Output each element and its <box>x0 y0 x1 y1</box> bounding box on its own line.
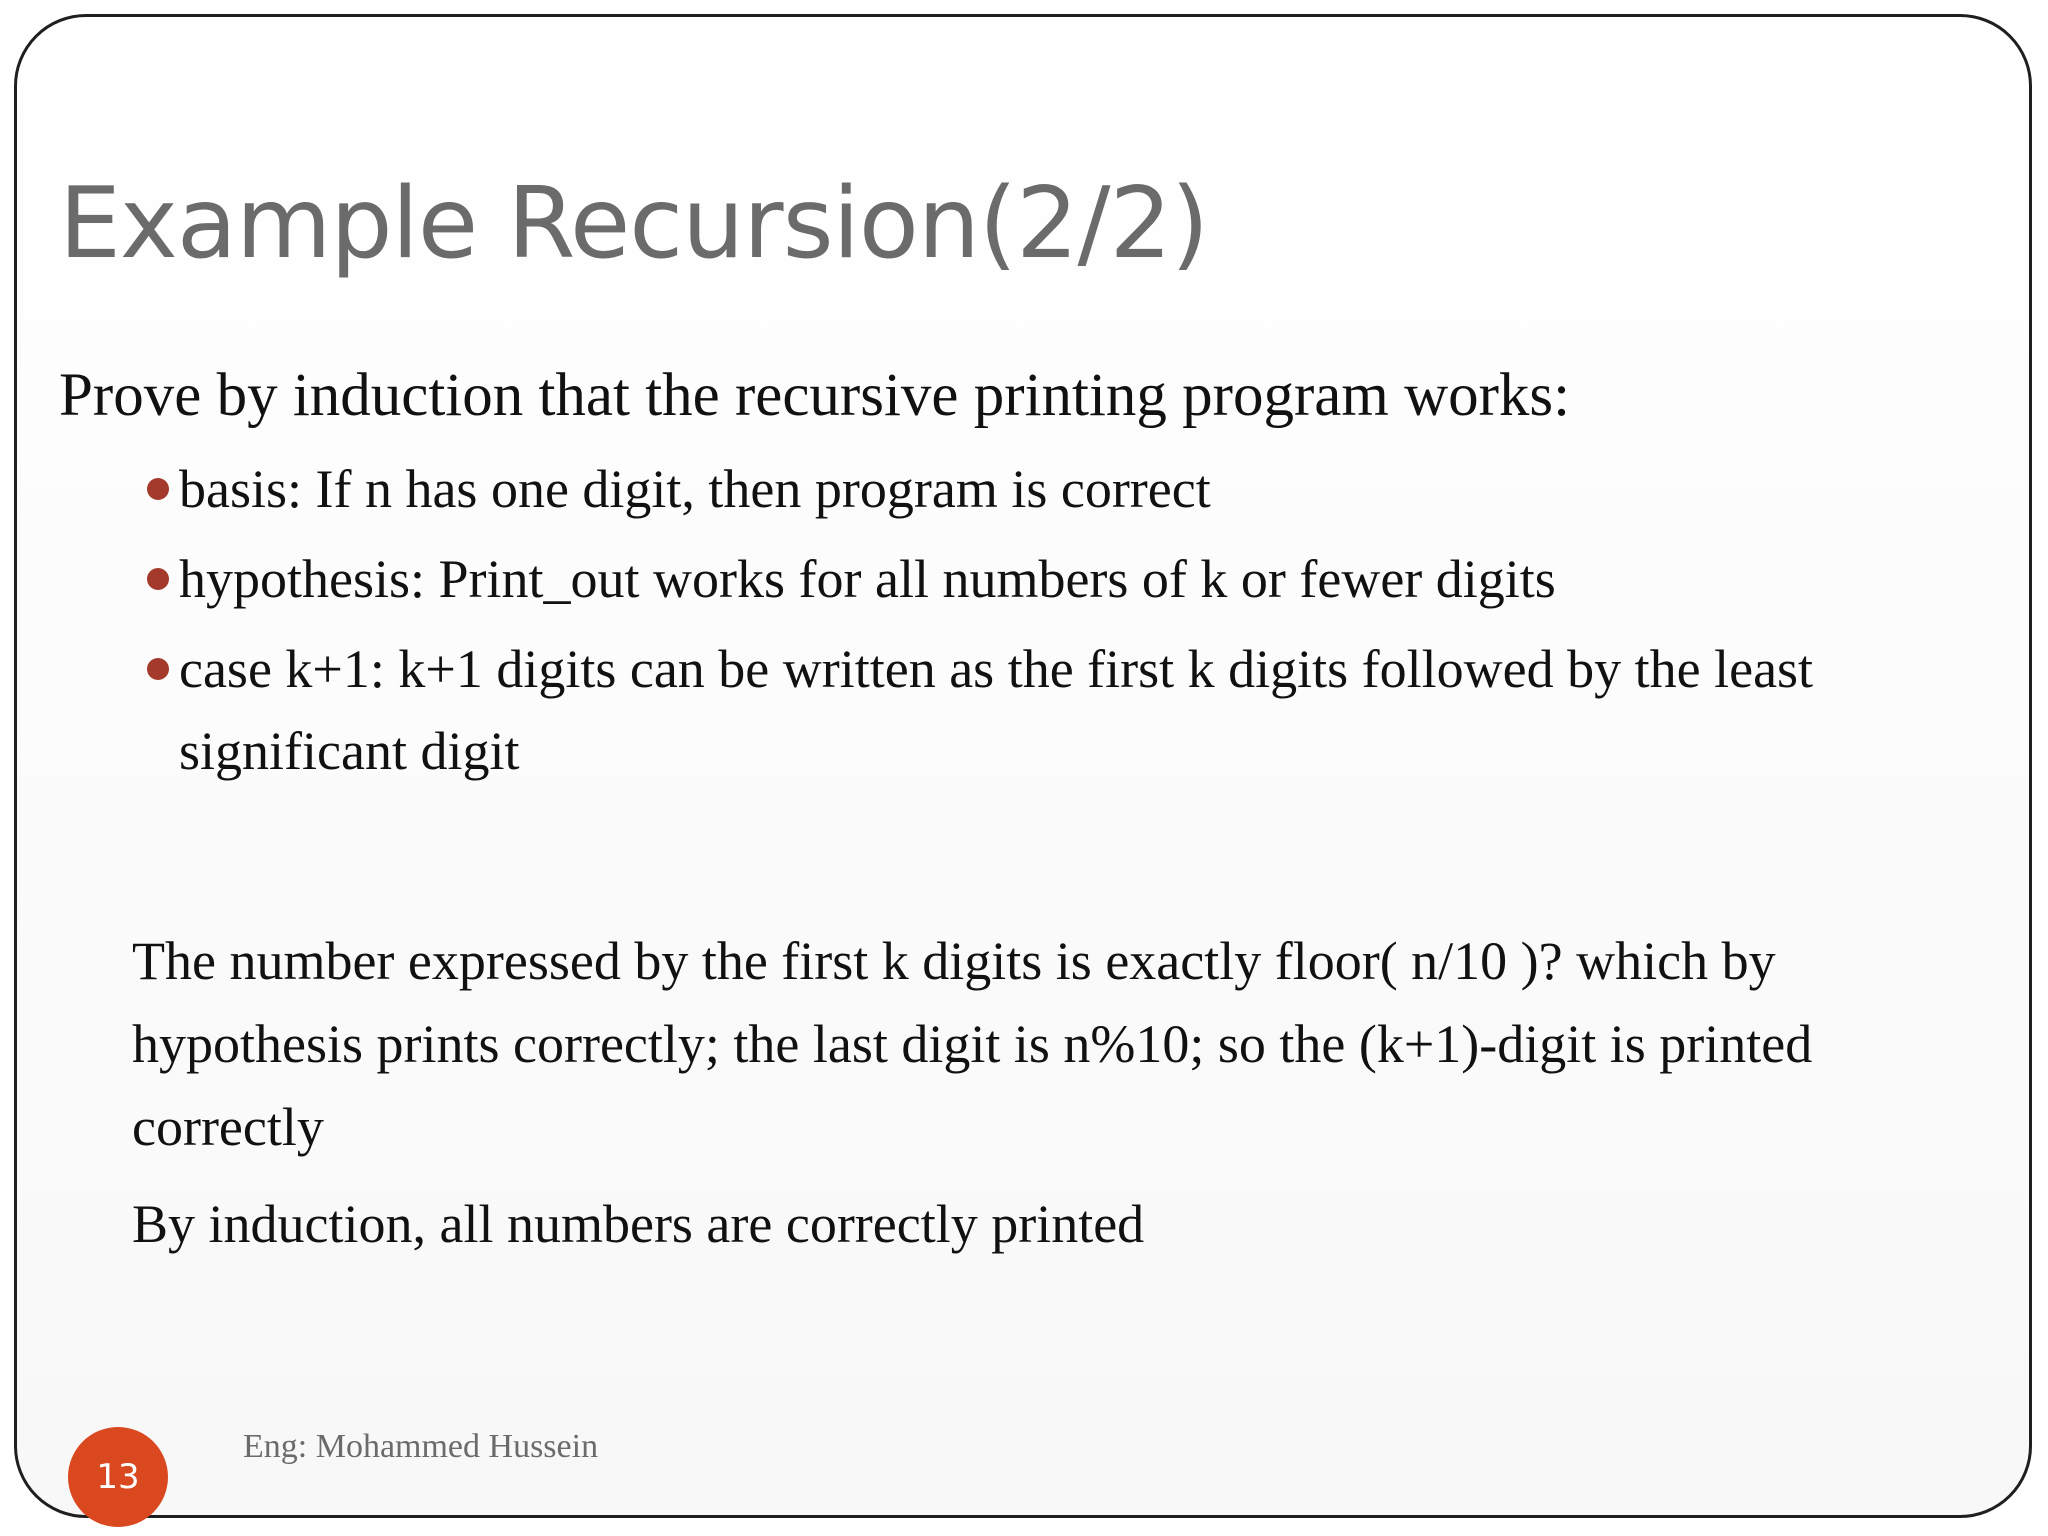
bullet-dot-icon <box>147 478 169 500</box>
bullet-item-basis <box>59 448 1979 530</box>
paragraph-conclusion: By induction, all numbers are correctly printed <box>132 1194 1145 1254</box>
conclusion-block <box>132 920 1932 1266</box>
bullet-text: hypothesis: Print_out works for all numbers of k or fewer digits <box>179 549 1556 609</box>
bullet-list <box>59 448 1959 792</box>
bullet-item-hypothesis <box>59 538 1979 620</box>
bullet-text: basis: If n has one digit, then program is correct <box>179 459 1211 519</box>
slide <box>14 14 2032 1518</box>
page-number: 13 <box>96 1457 140 1497</box>
lead-sentence: Prove by induction that the recursive printing program works: <box>59 362 1571 429</box>
author-footer: Eng: Mohammed Hussein <box>243 1428 599 1465</box>
bullet-item-case <box>59 628 1979 792</box>
bullet-dot-icon <box>147 568 169 590</box>
bullet-dot-icon <box>147 658 169 680</box>
bullet-text: case k+1: k+1 digits can be written as the first k digits followed by the least significant digit <box>179 639 1814 781</box>
paragraph-explanation: The number expressed by the first k digits is exactly floor( n/10 )? which by hypothesis prints correctly; the last digit is n%10; so the (k+1)-digit is printed correctly <box>132 931 1813 1157</box>
slide-title: Example Recursion(2/2) <box>59 167 1209 281</box>
slide-body <box>59 352 1959 792</box>
page-number-badge <box>68 1427 168 1527</box>
